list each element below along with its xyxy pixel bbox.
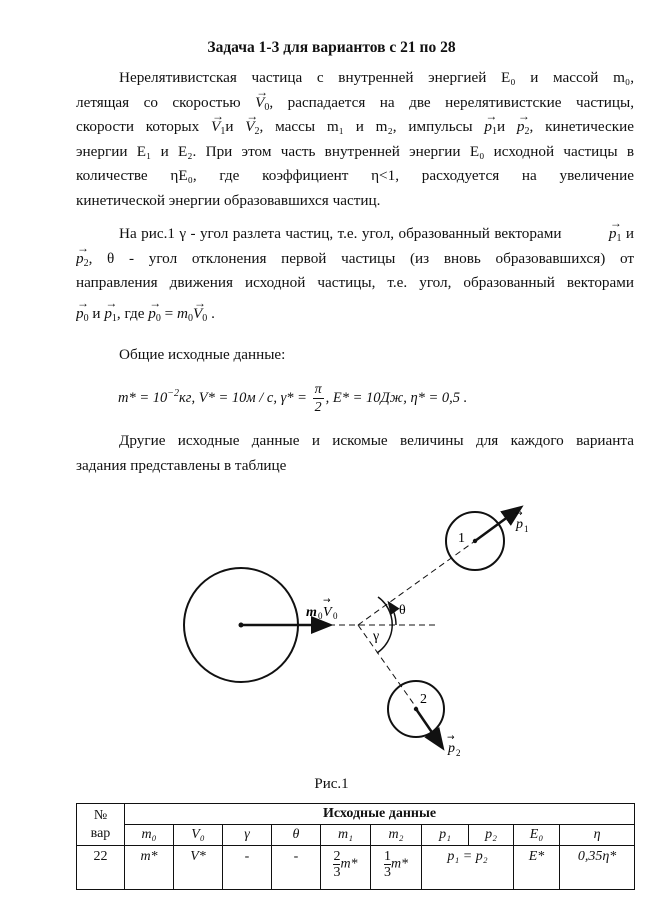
p2-arrow-glyph: → bbox=[447, 733, 455, 743]
formula-general-data: $m* = 10^{-2}кг$, V* = 10м / с, γ* = $\frac{\pi}{2}$ , E* = 10Дж, η* = 0,5 . bbox=[118, 382, 468, 416]
text-line: → $p_2$, θ - угол отклонения первой частицы (из вновь образовавшихся) от bbox=[76, 247, 634, 272]
m0-cell: m* bbox=[125, 846, 174, 890]
symbol-cell: γ bbox=[223, 825, 272, 846]
gamma-label: γ bbox=[373, 629, 380, 644]
p1-label: p bbox=[516, 517, 523, 532]
text-line: летящая со скоростью → $V_0$, распадается на две нерелятивистские частицы, bbox=[76, 91, 634, 116]
m0v0-v-sub: 0 bbox=[333, 611, 338, 621]
theta-cell: - bbox=[272, 846, 321, 890]
text-line: Другие исходные данные и искомые величины для каждого варианта bbox=[119, 432, 634, 449]
data-table bbox=[76, 803, 635, 890]
eta-cell: 0,35η* bbox=[560, 846, 635, 890]
m0v0-m: m bbox=[306, 605, 317, 620]
symbol-row bbox=[77, 825, 635, 846]
e0-cell: E* bbox=[514, 846, 560, 890]
symbol-cell: V₀ bbox=[174, 825, 223, 846]
particle-2-direction-line bbox=[358, 625, 418, 710]
text-line: направления движения исходной частицы, т.е. угол, образованный векторами bbox=[76, 274, 634, 291]
text-line: На рис.1 γ - угол разлета частиц, т.е. угол, образованный векторами → $p_1$ и bbox=[76, 222, 634, 247]
m0v0-arrow-glyph: → bbox=[323, 596, 331, 606]
text-line: кинетической энергии образовавшихся частиц. bbox=[76, 191, 381, 209]
p2-label-sub: 2 bbox=[456, 748, 461, 758]
gamma-cell: - bbox=[223, 846, 272, 890]
m0v0-m-sub: 0 bbox=[318, 611, 323, 621]
text-line: количестве ηE₀, где коэффициент η<1, расходуется на увеличение bbox=[76, 167, 634, 184]
figure-caption: Рис.1 bbox=[314, 776, 349, 792]
theta-label: θ bbox=[399, 603, 406, 618]
symbol-cell: m₁ bbox=[321, 825, 371, 846]
m0v0-v: V bbox=[323, 605, 332, 620]
particle-2-momentum-arrow bbox=[416, 709, 442, 747]
particle-1-label: 1 bbox=[458, 531, 465, 546]
table-row bbox=[77, 846, 635, 890]
p1-label-sub: 1 bbox=[524, 524, 529, 534]
p1-arrow-glyph: → bbox=[515, 509, 523, 519]
text-line: → $p_0$ $и \to p_1$, где → $p_0 = m_0\to V_0$ . bbox=[76, 302, 634, 327]
text-line: Нерелятивистская частица с внутренней энергией E₀ и массой m₀, bbox=[119, 69, 634, 86]
particle-1-direction-line bbox=[358, 541, 475, 625]
variant-header-cell: № вар bbox=[77, 804, 125, 846]
symbol-cell: η bbox=[560, 825, 635, 846]
momentum-cell: p₁ = p₂ bbox=[422, 846, 514, 890]
particle-2-label: 2 bbox=[420, 692, 427, 707]
symbol-cell: p₂ bbox=[469, 825, 514, 846]
task-title: Задача 1-3 для вариантов с 21 по 28 bbox=[207, 39, 456, 56]
m2-cell: $\frac{1}{3}$ m* bbox=[371, 846, 422, 890]
v0-cell: V* bbox=[174, 846, 223, 890]
variant-cell: 22 bbox=[77, 846, 125, 890]
group-header: Исходные данные bbox=[125, 804, 635, 825]
symbol-cell: p₁ bbox=[422, 825, 469, 846]
p2-label: p bbox=[448, 741, 455, 756]
m1-cell: $\frac{2}{3}$ m* bbox=[321, 846, 371, 890]
symbol-cell: θ bbox=[272, 825, 321, 846]
symbol-cell: m₂ bbox=[371, 825, 422, 846]
text-line: скорости которых → $V_1и \to V_2$, массы m₁ и m₂, импульсы → $p_1и \to p_2$, кинетические bbox=[76, 115, 634, 140]
symbol-cell: m₀ bbox=[125, 825, 174, 846]
text-line: задания представлены в таблице bbox=[76, 456, 287, 474]
text-line: Общие исходные данные: bbox=[119, 346, 286, 363]
symbol-cell: E₀ bbox=[514, 825, 560, 846]
text-line: энергии E₁ и E₂. При этом часть внутренней энергии E₀ исходной частицы в bbox=[76, 142, 634, 160]
